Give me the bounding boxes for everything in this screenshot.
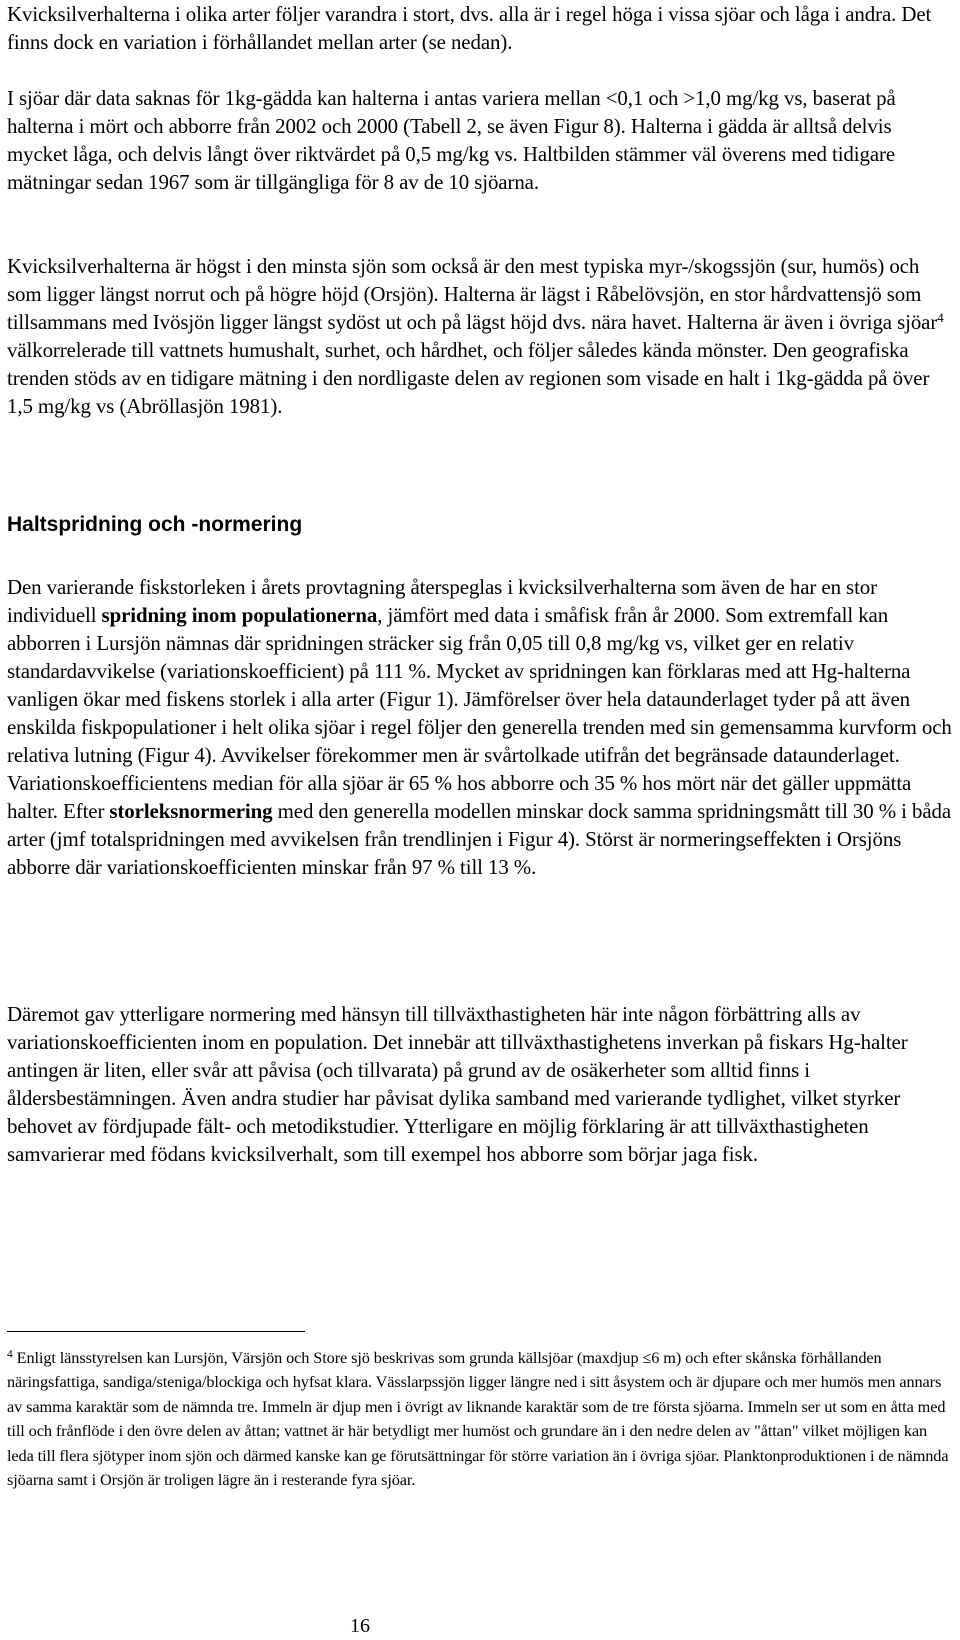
paragraph-growth-rate: Däremot gav ytterligare normering med hänsyn till tillväxthastigheten här inte någon förbättring alls av variationskoefficienten inom en population. Det innebär att tillväxthastighetens inverkan på fiskars Hg-halter antingen är liten, eller svår att påvisa (och tillvarata) på grund av de osäkerheter som alltid finns i åldersbestämningen. Även andra studier har påvisat dylika samband med varierande tydlighet, vilket styrker behovet av fördjupade fält- och metodikstudier. Ytterligare en möjlig förklaring är att tillväxthastigheten samvarierar med födans kvicksilverhalt, som till exempel hos abborre som börjar jaga fisk. <box>7 1002 908 1166</box>
paragraph-text: Kvicksilverhalterna är högst i den minsta sjön som också är den mest typiska myr-/skogssjön (sur, humös) och som ligger längst norrut och på högre höjd (Orsjön). Halterna är lägst i Råbelövsjön, en stor hårdvattensjö som tillsammans med Ivösjön ligger längst sydöst ut och på lägst höjd dvs. nära havet. Halterna är även i övriga sjöar <box>7 254 938 334</box>
footnote-text: Enligt länsstyrelsen kan Lursjön, Värsjön och Store sjö beskrivas som grunda källsjöar (maxdjup ≤6 m) och efter skånska förhållanden näringsfattiga, sandiga/steniga/blockiga och hyfsat klara. Vässlarpssjön ligger längre ned i sitt åsystem och är djupare och mer humös men annars av samma karaktär som de nämnda tre. Immeln är djup men i övrigt av liknande karaktär som de tre första sjöarna. Immeln ser ut som en åtta med till och frånflöde i den övre delen av åttan; vattnet är här betydligt mer humöst och grundare än i den nedre delen av "åttan" vilket möjligen kan leda till flera sjötyper inom sjön och därmed kanske kan ge förutsättningar för större variation än i övriga sjöar. Planktonproduktionen i de nämnda sjöarna samt i Orsjön är troligen lägre än i resterande fyra sjöar. <box>7 1348 949 1490</box>
bold-term: storleksnormering <box>109 799 273 823</box>
paragraph-geographic-trend <box>7 252 953 420</box>
paragraph-text: , jämfört med data i småfisk från år 2000. Som extremfall kan abborren i Lursjön nämnas där spridningen sträcker sig från 0,05 till 0,8 mg/kg vs, vilket ger en relativ standardavvikelse (variationskoefficient) på 111 %. Mycket av spridningen kan förklaras med att Hg-halterna vanligen ökar med fiskens storlek i alla arter (Figur 1). Jämförelser över hela dataunderlaget tyder på att även enskilda fiskpopulationer i helt olika sjöar i regel följer den generella trenden med sin gemensamma kurvform och relativa lutning (Figur 4). Avvikelser förekommer men är svårtolkade utifrån det begränsade dataunderlaget. Variationskoefficientens median för alla sjöar är 65 % hos abborre och 35 % hos mört när det gäller uppmätta halter. Efter <box>7 603 952 823</box>
footnote-reference: 4 <box>937 309 944 325</box>
footnote-marker: 4 <box>7 1348 13 1361</box>
footnote <box>7 1346 953 1492</box>
paragraph-text: med den generella modellen minskar dock samma spridningsmått till 30 % i båda arter (jmf totalspridningen med avvikelsen från trendlinjen i Figur 4). Störst är normeringseffekten i Orsjöns abborre där variationskoefficienten minskar från 97 % till 13 %. <box>7 799 952 879</box>
paragraph-text: välkorrelerade till vattnets humushalt, surhet, och hårdhet, och följer således kända mönster. Den geografiska trenden stöds av en tidigare mätning i den nordligaste delen av regionen som visade en halt i 1kg-gädda på över 1,5 mg/kg vs (Abröllasjön 1981). <box>7 338 930 418</box>
paragraph-species-correlation: Kvicksilverhalterna i olika arter följer varandra i stort, dvs. alla är i regel höga i vissa sjöar och låga i andra. Det finns dock en variation i förhållandet mellan arter (se nedan). <box>7 2 932 54</box>
section-heading: Haltspridning och -normering <box>7 513 303 536</box>
paragraph-spread <box>7 573 953 881</box>
footnote-separator <box>7 1331 305 1332</box>
page-number: 16 <box>350 1615 370 1637</box>
paragraph-text: Den varierande fiskstorleken i årets provtagning återspeglas i kvicksilverhalterna som även de har en stor individuell <box>7 575 877 627</box>
paragraph-missing-data: I sjöar där data saknas för 1kg-gädda kan halterna i antas variera mellan <0,1 och >1,0 mg/kg vs, baserat på halterna i mört och abborre från 2002 och 2000 (Tabell 2, se även Figur 8). Halterna i gädda är alltså delvis mycket låga, och delvis långt över riktvärdet på 0,5 mg/kg vs. Haltbilden stämmer väl överens med tidigare mätningar sedan 1967 som är tillgängliga för 8 av de 10 sjöarna. <box>7 86 896 194</box>
bold-term: spridning inom populationerna <box>101 603 378 627</box>
